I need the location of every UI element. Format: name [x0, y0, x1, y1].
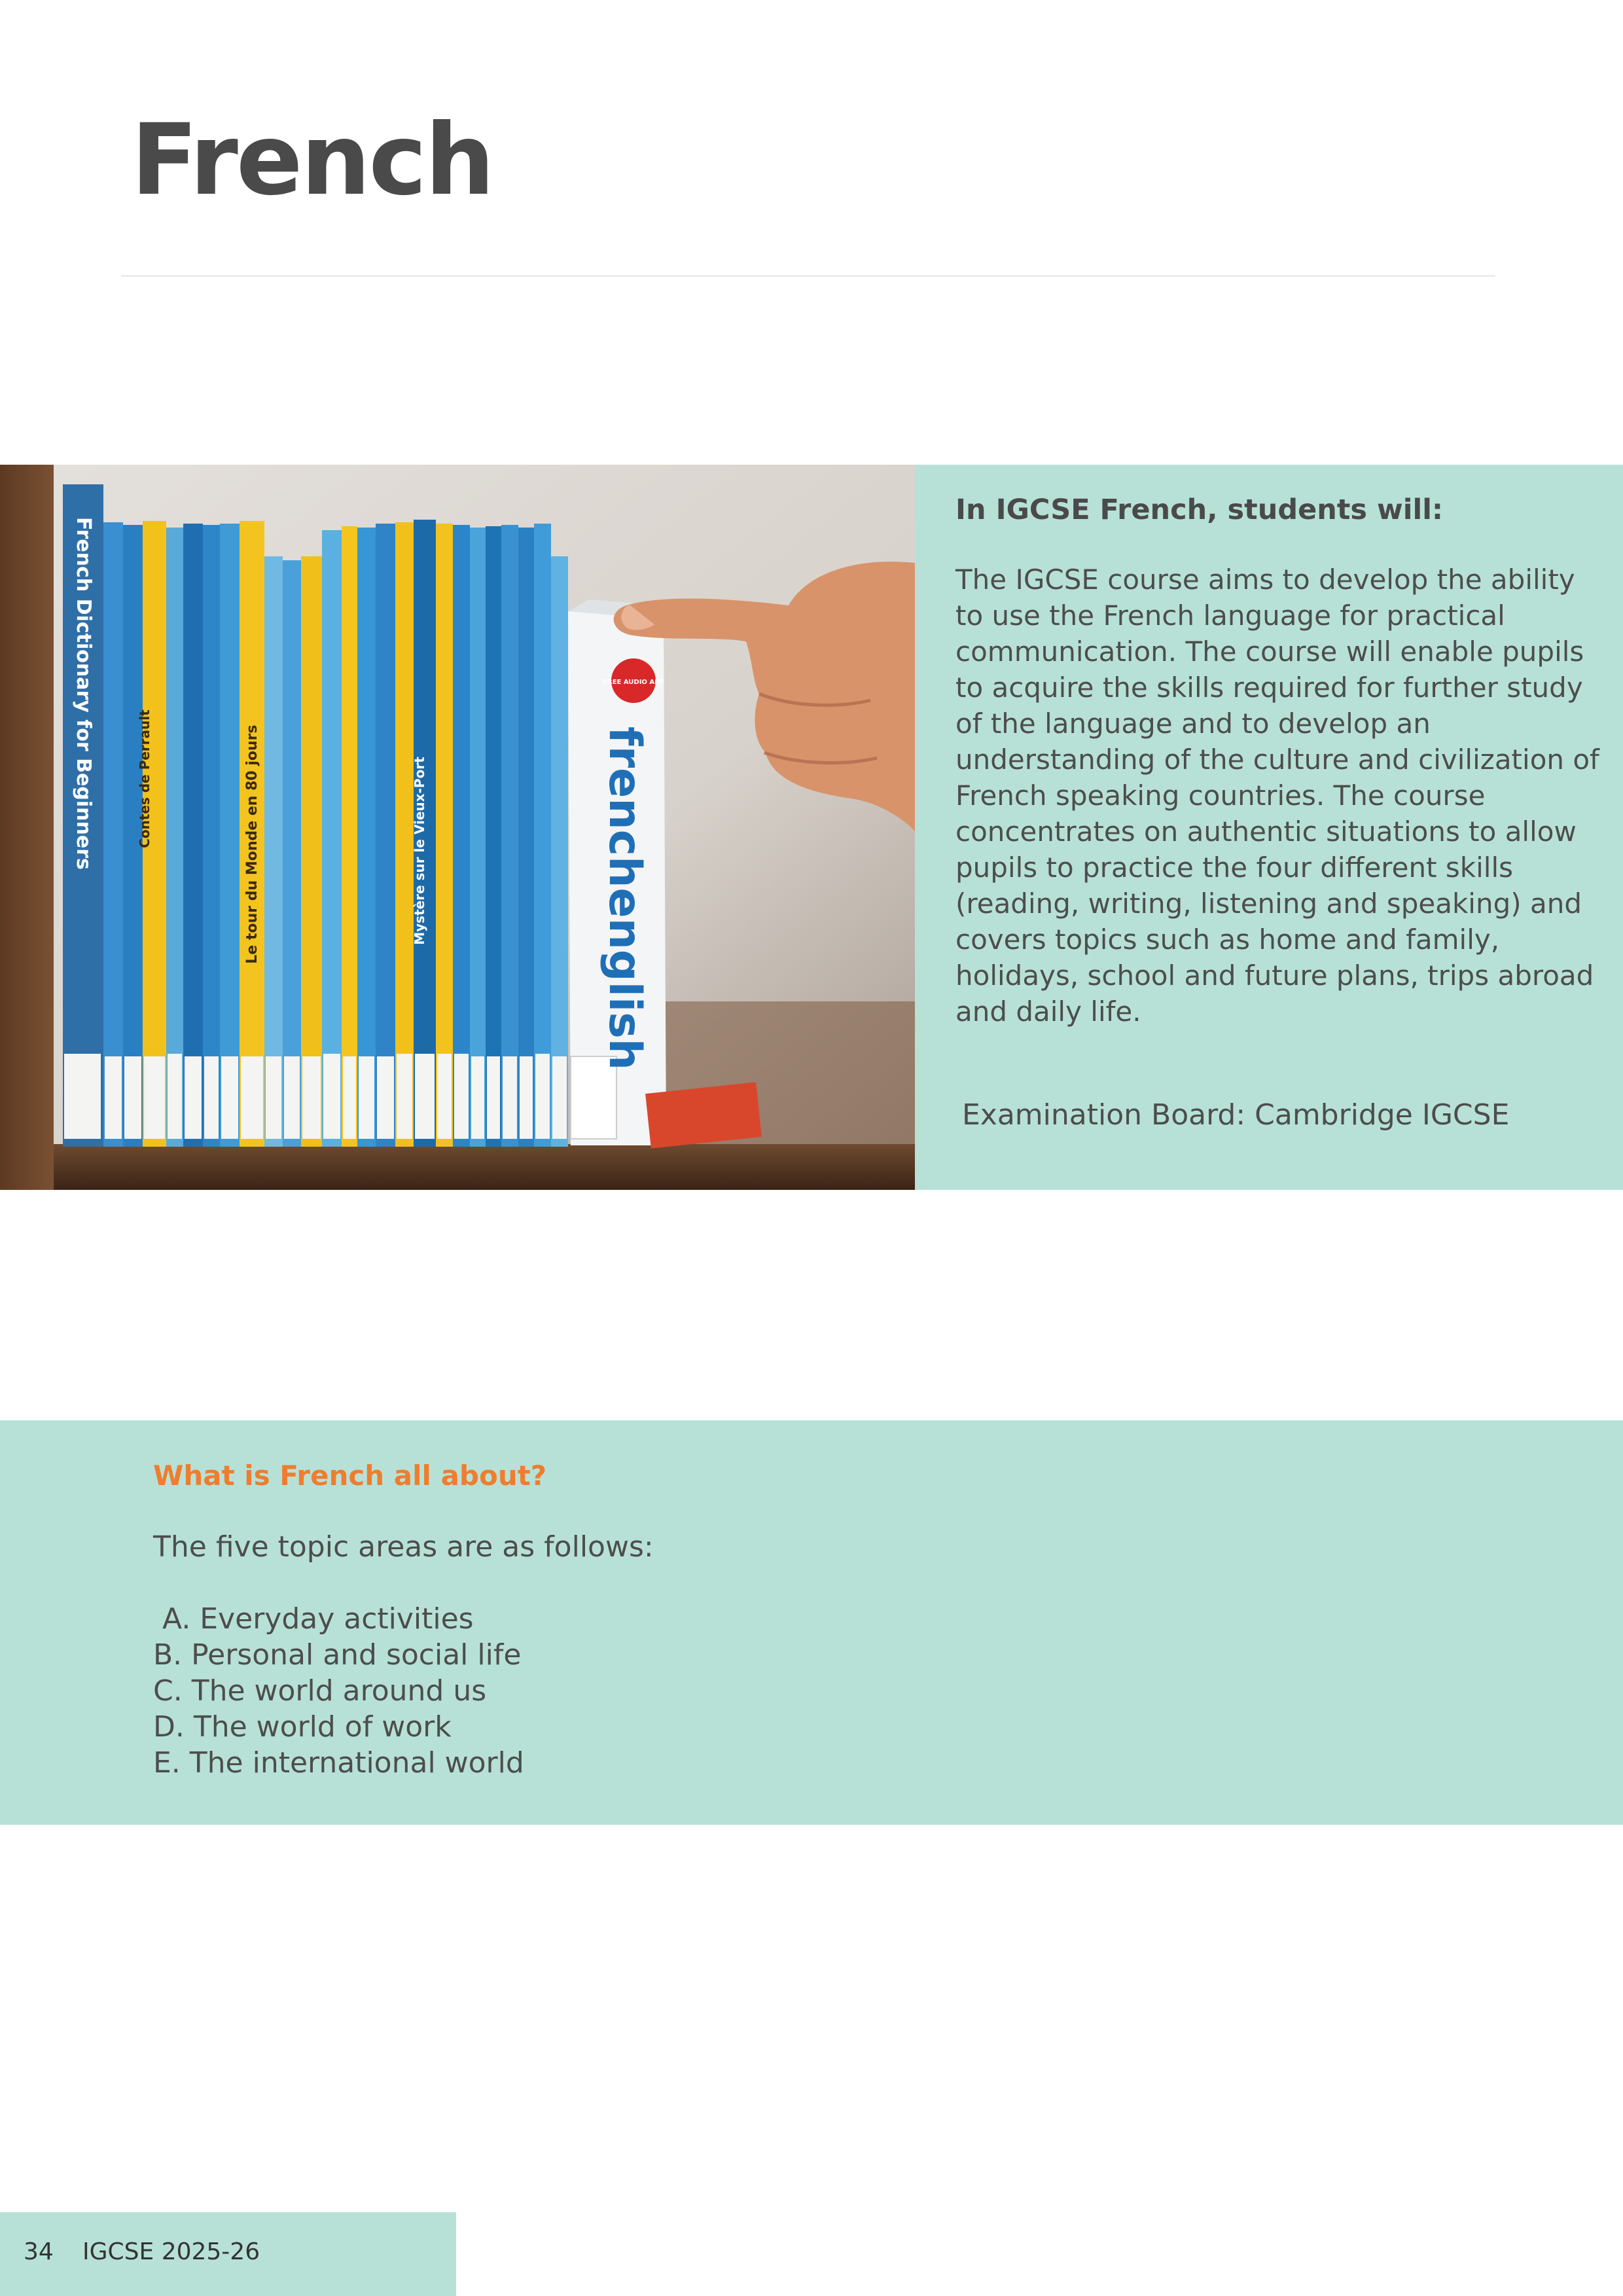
topics-list: [153, 1601, 524, 1781]
info-heading: In IGCSE French, students will:: [955, 493, 1444, 526]
topics-section: [0, 1420, 1623, 1825]
topic-item: B. Personal and social life: [153, 1638, 522, 1672]
page-number: 34: [24, 2238, 54, 2265]
shelf-side: [0, 465, 54, 1190]
title-divider: [121, 275, 1495, 277]
dictionary-book: [568, 600, 674, 1145]
topic-item: E. The international world: [153, 1746, 524, 1780]
shelf-board: [0, 1144, 915, 1190]
red-card: [645, 1082, 762, 1148]
book-labels: [64, 1054, 567, 1139]
examination-board: Examination Board: Cambridge IGCSE: [962, 1098, 1510, 1132]
badge-text: FREE AUDIO APP: [603, 679, 664, 686]
topic-item: C. The world around us: [153, 1674, 487, 1708]
topic-item: A. Everyday activities: [153, 1602, 474, 1636]
info-panel: [915, 465, 1623, 1190]
book-spine-text: Le tour du Monde en 80 jours: [244, 725, 260, 964]
book-spine-text: Mystère sur le Vieux-Port: [412, 757, 427, 945]
footer: [0, 2212, 456, 2296]
info-body: The IGCSE course aims to develop the ability to use the French language for practical communication. The course will enable pupils to acquire the skills required for further study of the language and to develop an understanding of the culture and civilization of French speaking countries. The course concentrates on authentic situations to allow pupils to practice the four different skills (reading, writing, listening and speaking) and covers topics such as home and family, holidays, school and future plans, trips abroad and daily life.: [955, 564, 1599, 1028]
footer-label: IGCSE 2025-26: [82, 2238, 260, 2265]
hero-photo: [0, 465, 915, 1190]
book-spine-text: Contes de Perrault: [137, 709, 152, 848]
topic-item: D. The world of work: [153, 1710, 452, 1744]
topics-intro: The five topic areas are as follows:: [153, 1530, 654, 1564]
book-spine-text: French Dictionary for Beginners: [72, 517, 95, 870]
dictionary-brand-text: frenchenglish: [599, 726, 651, 1071]
topics-heading: What is French all about?: [153, 1460, 547, 1492]
page-title: French: [131, 103, 493, 217]
